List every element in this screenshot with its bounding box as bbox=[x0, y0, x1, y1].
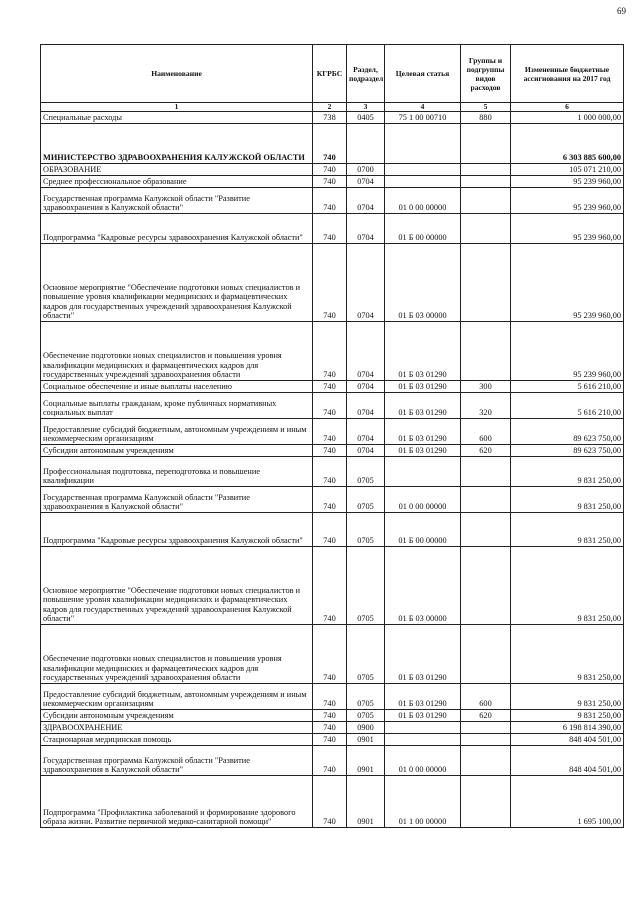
row-target-cell: 01 Б 03 00000 bbox=[385, 547, 461, 625]
row-section-cell: 0705 bbox=[347, 625, 385, 684]
row-amount-cell: 89 623 750,00 bbox=[511, 419, 624, 445]
column-number: 2 bbox=[313, 103, 347, 112]
row-target-cell bbox=[385, 457, 461, 487]
row-amount-cell: 9 831 250,00 bbox=[511, 457, 624, 487]
row-target-cell: 01 Б 03 01290 bbox=[385, 322, 461, 381]
row-group-cell: 600 bbox=[461, 419, 511, 445]
table-row bbox=[41, 322, 624, 381]
row-amount-cell: 6 198 814 390,00 bbox=[511, 722, 624, 734]
row-target-cell: 01 Б 03 01290 bbox=[385, 684, 461, 710]
table-row bbox=[41, 776, 624, 828]
row-amount-cell: 89 623 750,00 bbox=[511, 445, 624, 457]
table-body bbox=[41, 112, 624, 828]
row-kgrbs-cell: 740 bbox=[313, 176, 347, 188]
row-name-cell: Социальное обеспечение и иные выплаты населению bbox=[41, 381, 313, 393]
row-kgrbs-cell: 740 bbox=[313, 124, 347, 164]
column-number: 4 bbox=[385, 103, 461, 112]
row-name-cell: Специальные расходы bbox=[41, 112, 313, 124]
table-row bbox=[41, 734, 624, 746]
row-target-cell: 01 Б 00 00000 bbox=[385, 513, 461, 547]
row-group-cell bbox=[461, 188, 511, 214]
row-section-cell: 0901 bbox=[347, 746, 385, 776]
row-kgrbs-cell: 740 bbox=[313, 164, 347, 176]
row-target-cell: 01 Б 03 01290 bbox=[385, 445, 461, 457]
table-row bbox=[41, 244, 624, 322]
row-name-cell: Предоставление субсидий бюджетным, автономным учреждениям и иным некоммерческим организациям bbox=[41, 684, 313, 710]
row-name-cell: Стационарная медицинская помощь bbox=[41, 734, 313, 746]
row-section-cell: 0704 bbox=[347, 419, 385, 445]
row-section-cell: 0704 bbox=[347, 176, 385, 188]
row-amount-cell: 1 695 100,00 bbox=[511, 776, 624, 828]
row-target-cell bbox=[385, 734, 461, 746]
column-number: 6 bbox=[511, 103, 624, 112]
row-target-cell bbox=[385, 164, 461, 176]
row-name-cell: Среднее профессиональное образование bbox=[41, 176, 313, 188]
row-group-cell bbox=[461, 164, 511, 176]
table-row bbox=[41, 188, 624, 214]
row-section-cell: 0704 bbox=[347, 381, 385, 393]
table-row bbox=[41, 214, 624, 244]
row-section-cell bbox=[347, 124, 385, 164]
table-row bbox=[41, 381, 624, 393]
row-name-cell: Профессиональная подготовка, переподготовка и повышение квалификации bbox=[41, 457, 313, 487]
row-amount-cell: 9 831 250,00 bbox=[511, 487, 624, 513]
row-section-cell: 0704 bbox=[347, 244, 385, 322]
row-section-cell: 0700 bbox=[347, 164, 385, 176]
row-amount-cell: 105 071 210,00 bbox=[511, 164, 624, 176]
row-section-cell: 0705 bbox=[347, 710, 385, 722]
row-amount-cell: 1 000 000,00 bbox=[511, 112, 624, 124]
row-kgrbs-cell: 740 bbox=[313, 487, 347, 513]
row-target-cell: 01 0 00 00000 bbox=[385, 487, 461, 513]
table-row bbox=[41, 722, 624, 734]
table-row bbox=[41, 112, 624, 124]
row-kgrbs-cell: 740 bbox=[313, 188, 347, 214]
table-row bbox=[41, 684, 624, 710]
row-kgrbs-cell: 740 bbox=[313, 547, 347, 625]
table-row bbox=[41, 176, 624, 188]
row-kgrbs-cell: 740 bbox=[313, 393, 347, 419]
row-target-cell: 01 Б 03 01290 bbox=[385, 419, 461, 445]
row-name-cell: Государственная программа Калужской области "Развитие здравоохранения в Калужской области" bbox=[41, 188, 313, 214]
row-group-cell: 320 bbox=[461, 393, 511, 419]
row-amount-cell: 95 239 960,00 bbox=[511, 176, 624, 188]
row-section-cell: 0704 bbox=[347, 322, 385, 381]
row-amount-cell: 95 239 960,00 bbox=[511, 322, 624, 381]
row-group-cell bbox=[461, 214, 511, 244]
row-group-cell bbox=[461, 734, 511, 746]
row-section-cell: 0901 bbox=[347, 734, 385, 746]
row-amount-cell: 9 831 250,00 bbox=[511, 710, 624, 722]
row-group-cell bbox=[461, 513, 511, 547]
row-section-cell: 0705 bbox=[347, 513, 385, 547]
row-name-cell: Государственная программа Калужской области "Развитие здравоохранения в Калужской области" bbox=[41, 746, 313, 776]
row-kgrbs-cell: 740 bbox=[313, 746, 347, 776]
table-row bbox=[41, 487, 624, 513]
row-kgrbs-cell: 740 bbox=[313, 722, 347, 734]
row-group-cell bbox=[461, 322, 511, 381]
row-name-cell: Обеспечение подготовки новых специалистов и повышения уровня квалификации медицинских и фармацевтических кадров для государственных учреждений здравоохранения области bbox=[41, 322, 313, 381]
row-section-cell: 0405 bbox=[347, 112, 385, 124]
row-kgrbs-cell: 740 bbox=[313, 244, 347, 322]
row-kgrbs-cell: 740 bbox=[313, 684, 347, 710]
row-name-cell: Социальные выплаты гражданам, кроме публичных нормативных социальных выплат bbox=[41, 393, 313, 419]
row-amount-cell: 848 404 501,00 bbox=[511, 734, 624, 746]
row-target-cell: 01 Б 03 01290 bbox=[385, 393, 461, 419]
row-group-cell bbox=[461, 124, 511, 164]
row-amount-cell: 9 831 250,00 bbox=[511, 684, 624, 710]
column-number: 3 bbox=[347, 103, 385, 112]
row-kgrbs-cell: 740 bbox=[313, 776, 347, 828]
row-section-cell: 0704 bbox=[347, 214, 385, 244]
row-name-cell: Основное мероприятие "Обеспечение подготовки новых специалистов и повышение уровня квалификации медицинских и фармацевтических кадров для государственных учреждений здравоохранения Калужской области" bbox=[41, 244, 313, 322]
row-target-cell: 01 Б 00 00000 bbox=[385, 214, 461, 244]
row-name-cell: Подпрограмма "Кадровые ресурсы здравоохранения Калужской области" bbox=[41, 513, 313, 547]
row-name-cell: Основное мероприятие "Обеспечение подготовки новых специалистов и повышение уровня квалификации медицинских и фармацевтических кадров для государственных учреждений здравоохранения Калужской области" bbox=[41, 547, 313, 625]
row-target-cell: 01 Б 03 00000 bbox=[385, 244, 461, 322]
row-target-cell: 01 0 00 00000 bbox=[385, 188, 461, 214]
row-section-cell: 0704 bbox=[347, 188, 385, 214]
row-name-cell: МИНИСТЕРСТВО ЗДРАВООХРАНЕНИЯ КАЛУЖСКОЙ ОБЛАСТИ bbox=[41, 124, 313, 164]
row-target-cell: 75 1 00 00710 bbox=[385, 112, 461, 124]
row-amount-cell: 9 831 250,00 bbox=[511, 513, 624, 547]
column-number-row bbox=[41, 103, 624, 112]
row-name-cell: Государственная программа Калужской области "Развитие здравоохранения в Калужской области" bbox=[41, 487, 313, 513]
row-kgrbs-cell: 740 bbox=[313, 214, 347, 244]
table-row bbox=[41, 547, 624, 625]
row-section-cell: 0704 bbox=[347, 393, 385, 419]
row-section-cell: 0901 bbox=[347, 776, 385, 828]
header-target: Целевая статья bbox=[385, 45, 461, 103]
row-name-cell: ОБРАЗОВАНИЕ bbox=[41, 164, 313, 176]
row-group-cell bbox=[461, 746, 511, 776]
column-number: 5 bbox=[461, 103, 511, 112]
table-row bbox=[41, 746, 624, 776]
row-section-cell: 0705 bbox=[347, 684, 385, 710]
row-amount-cell: 5 616 210,00 bbox=[511, 381, 624, 393]
row-amount-cell: 95 239 960,00 bbox=[511, 244, 624, 322]
row-target-cell bbox=[385, 722, 461, 734]
row-amount-cell: 95 239 960,00 bbox=[511, 214, 624, 244]
row-group-cell: 620 bbox=[461, 710, 511, 722]
table-row bbox=[41, 625, 624, 684]
row-amount-cell: 9 831 250,00 bbox=[511, 625, 624, 684]
row-target-cell bbox=[385, 124, 461, 164]
row-name-cell: Субсидии автономным учреждениям bbox=[41, 710, 313, 722]
row-kgrbs-cell: 738 bbox=[313, 112, 347, 124]
row-target-cell: 01 Б 03 01290 bbox=[385, 381, 461, 393]
header-section: Раздел, подраздел bbox=[347, 45, 385, 103]
row-kgrbs-cell: 740 bbox=[313, 322, 347, 381]
row-amount-cell: 848 404 501,00 bbox=[511, 746, 624, 776]
row-target-cell: 01 0 00 00000 bbox=[385, 746, 461, 776]
row-kgrbs-cell: 740 bbox=[313, 625, 347, 684]
table-row bbox=[41, 419, 624, 445]
row-kgrbs-cell: 740 bbox=[313, 445, 347, 457]
header-kgrbs: КГРБС bbox=[313, 45, 347, 103]
row-section-cell: 0705 bbox=[347, 487, 385, 513]
row-name-cell: Субсидии автономным учреждениям bbox=[41, 445, 313, 457]
header-amount: Измененные бюджетные ассигнования на 2017 год bbox=[511, 45, 624, 103]
table-row bbox=[41, 124, 624, 164]
header-row bbox=[41, 45, 624, 103]
row-amount-cell: 6 303 885 600,00 bbox=[511, 124, 624, 164]
row-section-cell: 0704 bbox=[347, 445, 385, 457]
row-amount-cell: 9 831 250,00 bbox=[511, 547, 624, 625]
row-group-cell: 620 bbox=[461, 445, 511, 457]
row-group-cell bbox=[461, 457, 511, 487]
row-group-cell: 600 bbox=[461, 684, 511, 710]
row-kgrbs-cell: 740 bbox=[313, 381, 347, 393]
table-row bbox=[41, 710, 624, 722]
budget-table bbox=[40, 44, 624, 828]
table-row bbox=[41, 393, 624, 419]
table-row bbox=[41, 164, 624, 176]
header-group: Группы и подгруппы видов расходов bbox=[461, 45, 511, 103]
row-kgrbs-cell: 740 bbox=[313, 457, 347, 487]
row-group-cell bbox=[461, 244, 511, 322]
header-name: Наименование bbox=[41, 45, 313, 103]
row-target-cell: 01 Б 03 01290 bbox=[385, 625, 461, 684]
row-group-cell bbox=[461, 547, 511, 625]
row-group-cell bbox=[461, 487, 511, 513]
table-row bbox=[41, 457, 624, 487]
row-name-cell: Предоставление субсидий бюджетным, автономным учреждениям и иным некоммерческим организациям bbox=[41, 419, 313, 445]
row-section-cell: 0900 bbox=[347, 722, 385, 734]
row-name-cell: Обеспечение подготовки новых специалистов и повышения уровня квалификации медицинских и фармацевтических кадров для государственных учреждений здравоохранения области bbox=[41, 625, 313, 684]
table-row bbox=[41, 513, 624, 547]
row-target-cell: 01 1 00 00000 bbox=[385, 776, 461, 828]
row-section-cell: 0705 bbox=[347, 457, 385, 487]
row-group-cell bbox=[461, 776, 511, 828]
row-target-cell bbox=[385, 176, 461, 188]
row-kgrbs-cell: 740 bbox=[313, 734, 347, 746]
table-row bbox=[41, 445, 624, 457]
row-group-cell bbox=[461, 176, 511, 188]
row-kgrbs-cell: 740 bbox=[313, 419, 347, 445]
row-name-cell: ЗДРАВООХРАНЕНИЕ bbox=[41, 722, 313, 734]
row-kgrbs-cell: 740 bbox=[313, 513, 347, 547]
row-amount-cell: 95 239 960,00 bbox=[511, 188, 624, 214]
row-name-cell: Подпрограмма "Профилактика заболеваний и формирование здорового образа жизни. Развитие первичной медико-санитарной помощи" bbox=[41, 776, 313, 828]
row-kgrbs-cell: 740 bbox=[313, 710, 347, 722]
row-name-cell: Подпрограмма "Кадровые ресурсы здравоохранения Калужской области" bbox=[41, 214, 313, 244]
page-number: 69 bbox=[617, 6, 626, 16]
row-group-cell bbox=[461, 722, 511, 734]
row-group-cell bbox=[461, 625, 511, 684]
row-target-cell: 01 Б 03 01290 bbox=[385, 710, 461, 722]
row-group-cell: 300 bbox=[461, 381, 511, 393]
column-number: 1 bbox=[41, 103, 313, 112]
row-group-cell: 880 bbox=[461, 112, 511, 124]
row-amount-cell: 5 616 210,00 bbox=[511, 393, 624, 419]
row-section-cell: 0705 bbox=[347, 547, 385, 625]
